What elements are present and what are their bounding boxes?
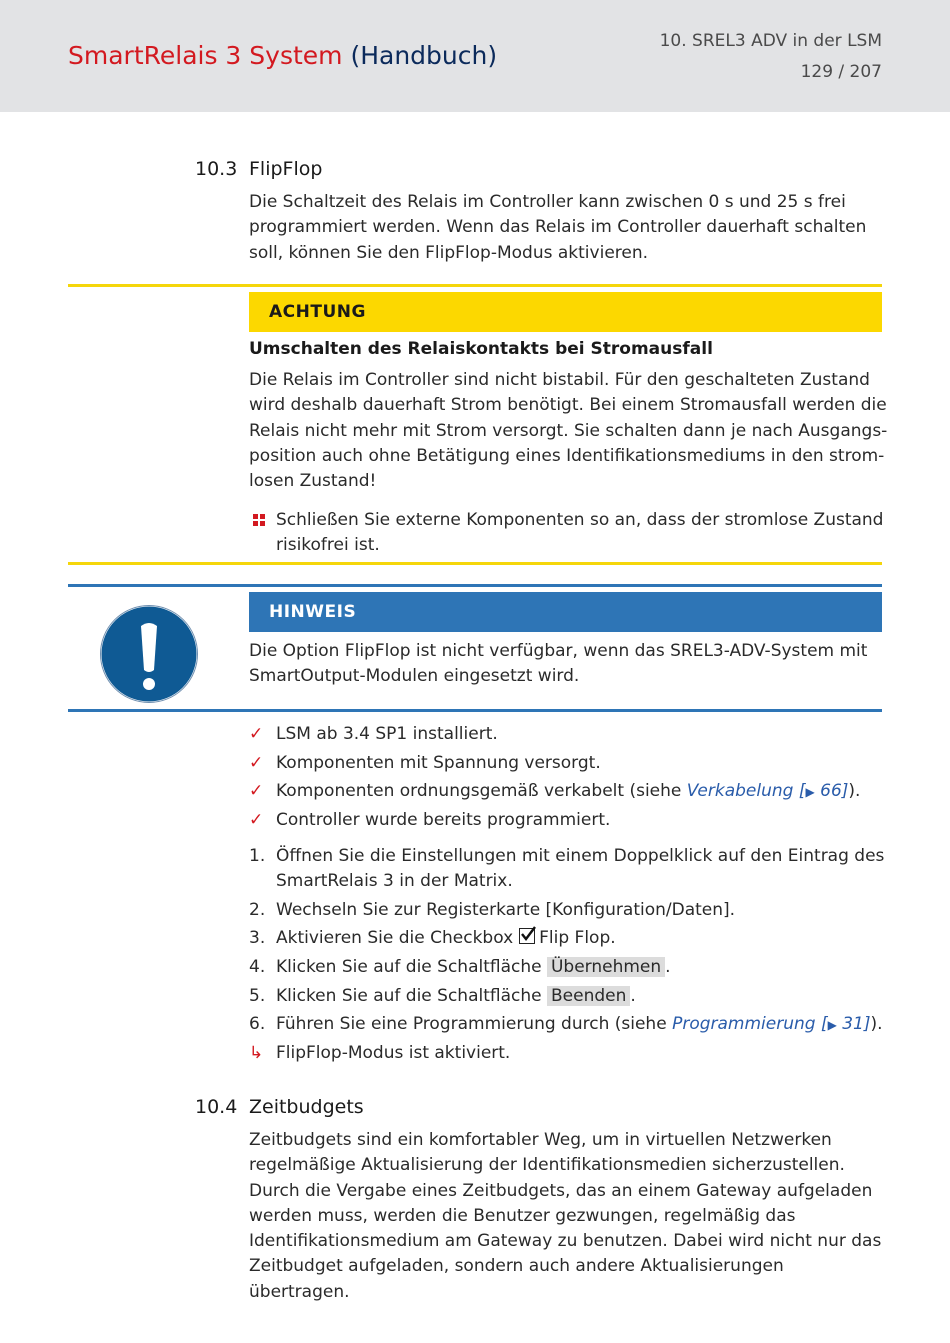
result-arrow-icon: ↳: [249, 1043, 264, 1063]
warning-bottom-rule: [68, 562, 882, 565]
warning-line: wird deshalb dauerhaft Strom benötigt. Bei einem Stromausfall werden die: [249, 395, 887, 416]
intro-line: programmiert werden. Wenn das Relais im Controller dauerhaft schalten: [249, 217, 867, 238]
warning-action-line: risikofrei ist.: [276, 535, 380, 556]
warning-label: ACHTUNG: [249, 292, 882, 332]
document-title: [68, 40, 497, 72]
notice-line: SmartOutput-Modulen eingesetzt wird.: [249, 666, 580, 687]
warning-line: Relais nicht mehr mit Strom versorgt. Sie schalten dann je nach Ausgangs-: [249, 420, 888, 441]
section-title: FlipFlop: [249, 158, 323, 180]
four-square-bullet-icon: [253, 514, 265, 526]
link-verkabelung[interactable]: Verkabelung [▶ 66]: [686, 781, 849, 801]
chapter-title: 10. SREL3 ADV in der LSM: [659, 31, 882, 51]
body-line: Zeitbudget aufgeladen, sondern auch andere Aktualisierungen übertragen.: [249, 1256, 784, 1302]
uebernehmen-button-label: Übernehmen: [547, 957, 665, 977]
warning-heading: Umschalten des Relaiskontakts bei Stromausfall: [249, 339, 713, 359]
notice-top-rule: [68, 584, 882, 587]
warning-line: position auch ohne Betätigung eines Identifikationsmediums in den strom-: [249, 445, 885, 466]
check-icon: ✓: [249, 810, 264, 830]
page-number: 129 / 207: [800, 62, 882, 82]
section-title: Zeitbudgets: [249, 1096, 364, 1118]
play-triangle-icon: ▶: [805, 785, 815, 799]
warning-line: losen Zustand!: [249, 471, 377, 492]
checked-checkbox-icon: [519, 928, 535, 944]
play-triangle-icon: ▶: [827, 1018, 837, 1032]
check-icon: ✓: [249, 753, 264, 773]
notice-bottom-rule: [68, 709, 882, 712]
exclamation-circle-icon: [99, 604, 199, 704]
warning-action: [276, 508, 889, 559]
notice-label: HINWEIS: [249, 592, 882, 632]
link-programmierung[interactable]: Programmierung [▶ 31]: [672, 1014, 871, 1034]
section-number: 10.4: [195, 1096, 238, 1118]
warning-action-line: Schließen Sie externe Komponenten so an, dass der stromlose Zustand: [276, 510, 884, 530]
intro-line: soll, können Sie den FlipFlop-Modus aktivieren.: [249, 242, 649, 263]
body-line: regelmäßige Aktualisierung der Identifikationsmedien sicherzustellen.: [249, 1155, 845, 1176]
section-intro: [249, 190, 889, 266]
intro-line: Die Schaltzeit des Relais im Controller kann zwischen 0 s und 25 s frei: [249, 192, 846, 212]
page-header: [0, 0, 950, 112]
brand-subtitle: (Handbuch): [350, 41, 498, 70]
warning-top-rule: [68, 284, 882, 287]
section-number: 10.3: [195, 158, 238, 180]
body-line: Zeitbudgets sind ein komfortabler Weg, um in virtuellen Netzwerken: [249, 1130, 832, 1150]
warning-line: Die Relais im Controller sind nicht bistabil. Für den geschalteten Zustand: [249, 370, 870, 390]
warning-text: [249, 368, 889, 494]
body-line: Identifikationsmedium am Gateway zu benutzen. Dabei wird nicht nur das: [249, 1231, 882, 1252]
beenden-button-label: Beenden: [547, 986, 630, 1006]
brand-name: SmartRelais 3 System: [68, 41, 343, 70]
notice-text: [249, 639, 889, 690]
section-body: [249, 1128, 889, 1305]
body-line: Durch die Vergabe eines Zeitbudgets, das an einem Gateway aufgeladen: [249, 1180, 873, 1201]
notice-line: Die Option FlipFlop ist nicht verfügbar, wenn das SREL3-ADV-System mit: [249, 641, 868, 661]
body-line: werden muss, werden die Benutzer gezwungen, regelmäßig das: [249, 1205, 796, 1226]
check-icon: ✓: [249, 781, 264, 801]
check-icon: ✓: [249, 724, 264, 744]
